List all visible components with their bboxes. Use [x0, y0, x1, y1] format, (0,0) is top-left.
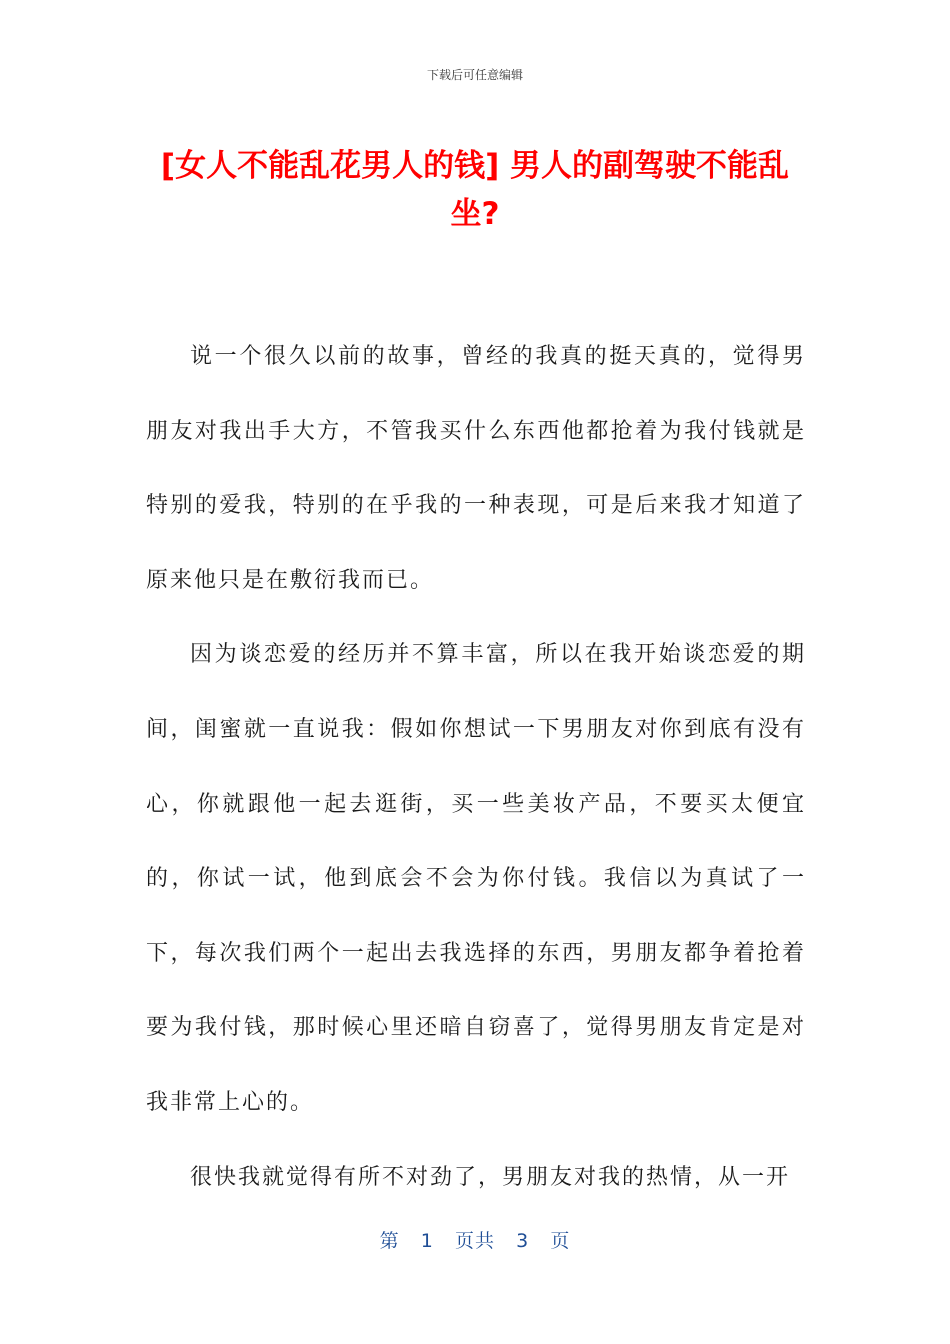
- page-label-suffix: 页: [550, 1230, 571, 1252]
- document-body: [146, 320, 806, 1215]
- paragraph-1: 说一个很久以前的故事，曾经的我真的挺天真的，觉得男朋友对我出手大方，不管我买什么东西他都抢着为我付钱就是特别的爱我，特别的在乎我的一种表现，可是后来我才知道了原来他只是在敷衍我而已。: [146, 344, 806, 593]
- header-note: 下载后可任意编辑: [426, 68, 523, 82]
- total-pages-number: 3: [516, 1230, 530, 1252]
- page-footer: [0, 1226, 950, 1253]
- page-label-prefix: 第: [379, 1230, 400, 1252]
- document-title: [女人不能乱花男人的钱] 男人的副驾驶不能乱坐?: [160, 148, 790, 232]
- current-page-number: 1: [420, 1230, 434, 1252]
- paragraph-2: 因为谈恋爱的经历并不算丰富，所以在我开始谈恋爱的期间，闺蜜就一直说我：假如你想试一下男朋友对你到底有没有心，你就跟他一起去逛街，买一些美妆产品，不要买太便宜的，你试一试，他到底会不会为你付钱。我信以为真试了一下，每次我们两个一起出去我选择的东西，男朋友都争着抢着要为我付钱，那时候心里还暗自窃喜了，觉得男朋友肯定是对我非常上心的。: [146, 642, 806, 1115]
- page-label-mid: 页共: [454, 1230, 495, 1252]
- paragraph-3: 很快我就觉得有所不对劲了，男朋友对我的热情，从一开: [190, 1164, 791, 1190]
